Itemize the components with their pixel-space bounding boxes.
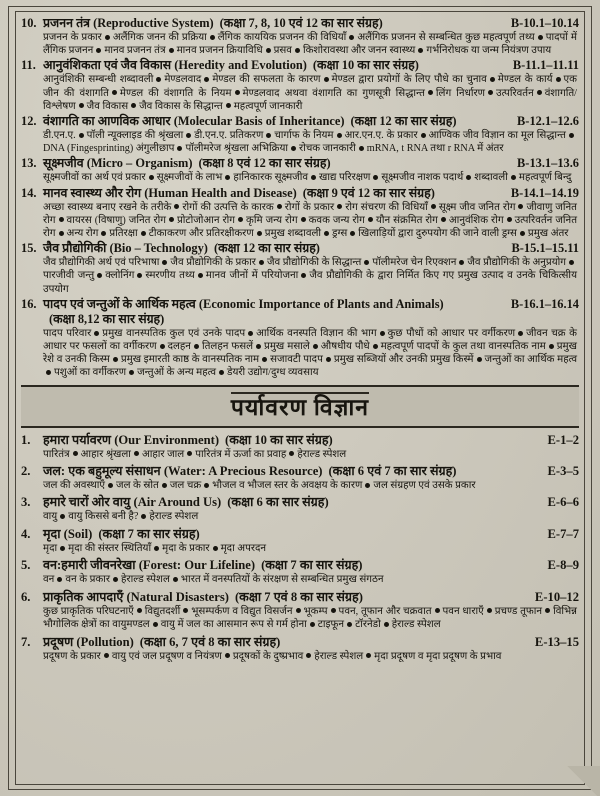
entry-page-code: B-10.1–10.14 — [510, 16, 579, 30]
bullet-icon — [105, 35, 110, 40]
entry-page-code: B-13.1–13.6 — [517, 156, 579, 171]
toc-entry[interactable] — [21, 557, 579, 586]
entry-title: वंशागति का आणविक आधार (Molecular Basis of Inheritance) (कक्षा 12 का सार संग्रह) — [43, 114, 457, 129]
entry-title: जल: एक बहुमूल्य संसाधन (Water: A Precious Resource) (कक्षा 6 एवं 7 का सार संग्रह) — [43, 464, 457, 479]
toc-entry-head — [21, 297, 579, 327]
entry-page-code: E-3–5 — [547, 464, 579, 479]
section-environment — [21, 432, 579, 663]
toc-entry[interactable] — [21, 432, 579, 461]
entry-page-code: B-12.1–12.6 — [517, 114, 579, 129]
page-corner-fold — [564, 766, 600, 796]
entry-title: हमारे चारों ओर वायु (Air Around Us) (कक्षा 6 का सार संग्रह) — [43, 495, 329, 510]
toc-entry-head — [21, 557, 579, 573]
entry-subtopics: कुछ प्राकृतिक परिघटनाएँ विद्युतदर्शी भूसम्पर्कण व विद्युत विसर्जन भूकम्प पवन, तूफान और चक्रवात पवन धाराएँ प्रचण्ड तूफान विभिन्न भौगोलिक क्षेत्रों का वायुमण्डल वायु में जल का आसमान रूप से गर्म होना टाइफून टॉरनेडो हेराल्ड स्पेशल — [43, 605, 577, 631]
entry-subtopics: प्रदूषण के प्रकार वायु एवं जल प्रदूषण व नियंत्रण प्रदूषकों के दुष्प्रभाव हेराल्ड स्पेशल मृदा प्रदूषण व मृदा प्रदूषण के प्रभाव — [43, 650, 502, 662]
entry-page-code: B-16.1–16.14 — [510, 296, 579, 311]
toc-entry[interactable] — [21, 156, 579, 184]
toc-entry-head — [21, 16, 579, 31]
toc-entry[interactable] — [21, 634, 579, 663]
section-banner — [21, 385, 579, 428]
entry-subtopics: जल की अवस्थाएँ जल के स्रोत जल चक्र भौजल व भौजल स्तर के अवक्षय के कारण जल संग्रहण एवं उसके प्रकार — [43, 480, 476, 492]
entry-number: 14. — [21, 185, 37, 200]
entry-number: 16. — [21, 296, 37, 311]
entry-subtopics: अच्छा स्वास्थ्य बनाए रखने के तरीके रोगों की उत्पत्ति के कारक रोगों के प्रकार रोग संचरण की विधियाँ सूक्ष्म जीव जनित रोग जीवाणु जनित रोग वायरस (विषाणु) जनित रोग प्रोटोजोआन रोग कृमि जन्य रोग कवक जन्य रोग यौन संक्रमित रोग आनुवंशिक रोग उत्परिवर्तन जनित रोग अन्य रोग प्रतिरक्षा टीकाकरण और प्रतिरक्षीकरण प्रमुख शब्दावली ड्रग्स खिलाड़ियों द्वारा दुरुपयोग की जाने वाली ड्रग्स प्रमुख अंतर — [43, 201, 577, 240]
toc-entry[interactable] — [21, 494, 579, 523]
toc-entry[interactable] — [21, 589, 579, 632]
section-banner-title: पर्यावरण विज्ञान — [231, 390, 369, 422]
toc-entry-head — [21, 494, 579, 510]
entry-title: मृदा (Soil) (कक्षा 7 का सार संग्रह) — [43, 526, 200, 541]
entry-page-code: E-10–12 — [534, 589, 579, 604]
entry-subtopics: वायु वायु किससे बनी है? हेराल्ड स्पेशल — [43, 511, 199, 523]
entry-page-code: E-6–6 — [547, 495, 579, 510]
entry-page-code: E-8–9 — [547, 558, 579, 573]
entry-title: आनुवंशिकता एवं जैव विकास (Heredity and Evolution) (कक्षा 10 का सार संग्रह) — [43, 58, 419, 73]
entry-title: प्राकृतिक आपदाएँ (Natural Disasters) (कक्षा 7 एवं 8 का सार संग्रह) — [43, 589, 363, 604]
entry-title: सूक्ष्मजीव (Micro – Organism) (कक्षा 8 एवं 12 का सार संग्रह) — [43, 156, 331, 171]
toc-entry-head — [21, 526, 579, 542]
entry-title: वन:हमारी जीवनरेखा (Forest: Our Lifeline) (कक्षा 7 का सार संग्रह) — [43, 558, 363, 573]
entry-title: जैव प्रौद्योगिकी (Bio – Technology) (कक्षा 12 का सार संग्रह) — [43, 241, 320, 256]
entry-number: 13. — [21, 156, 37, 171]
toc-entry-head — [21, 58, 579, 73]
entry-subtopics: प्रजनन के प्रकार अलैंगिक जनन की प्रक्रिया लैंगिक काययिक प्रजनन की विधियाँ अलैंगिक प्रजनन से सम्बन्धित कुछ महत्वपूर्ण तथ्य पादपों में लैंगिक प्रजनन मानव प्रजनन तंत्र मानव प्रजनन क्रियाविधि प्रसव किशोरावस्था और जनन स्वास्थ्य गर्भनिरोधक या जन्म नियंत्रण उपाय — [43, 32, 577, 57]
entry-subtopics: सूक्ष्मजीवों का अर्थ एवं प्रकार सूक्ष्मजीवों के लाभ हानिकारक सूक्ष्मजीव खाद्य परिरक्षण सूक्ष्मजीव नाशक पदार्थ शब्दावली महत्वपूर्ण बिन्दु — [43, 172, 572, 184]
entry-title: मानव स्वास्थ्य और रोग (Human Health and Disease) (कक्षा 9 एवं 12 का सार संग्रह) — [43, 185, 435, 200]
entry-subtopics: आनुवंशिकी सम्बन्धी शब्दावली मेण्डलवाद मेण्डल की सफलता के कारण मेण्डल द्वारा प्रयोगों के लिए पौधे का चुनाव मेण्डल के कार्य एक जीन की वंशागति मेण्डल की वंशागति के नियम मेण्डलवाद अथवा वंशागति का गुणसूत्री सिद्धान्त लिंग निर्धारण उत्परिवर्तन वंशागति/विश्लेषण जैव विकास जैव विकास के सिद्धान्त महत्वपूर्ण जानकारी — [43, 74, 578, 112]
entry-number: 7. — [21, 634, 31, 649]
toc-entry-head — [21, 241, 579, 256]
toc-entry-head — [21, 156, 579, 171]
entry-subtopics: डी.एन.ए. पॉली न्यूक्लाइड की श्रृंखला डी.एन.ए. प्रतिकरण चार्गाफ के नियम आर.एन.ए. के प्रकार आण्विक जीव विज्ञान का मूल सिद्धान्तDNA (Fingesprinting) अंगुलीछाप पॉलीमरेज श्रृंखला अभिक्रिया रोचक जानकारी mRNA, t RNA तथा r RNA में अंतर — [21, 129, 579, 155]
toc-entry[interactable] — [21, 16, 579, 57]
toc-entry[interactable] — [21, 186, 579, 241]
entry-subtopics: मृदा मृदा की संस्तर स्थितियाँ मृदा के प्रकार मृदा अपरदन — [43, 542, 267, 554]
entry-page-code: E-13–15 — [534, 634, 579, 649]
toc-entry-head — [21, 634, 579, 650]
toc-entry[interactable] — [21, 526, 579, 555]
toc-entry-head — [21, 186, 579, 201]
entry-title: पादप एवं जन्तुओं के आर्थिक महत्व (Economic Importance of Plants and Animals)(कक्षा 8,12 का सार संग्रह) — [43, 296, 444, 326]
entry-number: 10. — [21, 16, 37, 30]
toc-entry[interactable] — [21, 463, 579, 492]
entry-number: 6. — [21, 589, 31, 604]
entry-number: 12. — [21, 114, 37, 129]
page-border-inner — [15, 11, 585, 785]
page-border-outer — [8, 6, 592, 790]
entry-number: 5. — [21, 558, 31, 573]
entry-page-code: B-14.1–14.19 — [510, 185, 579, 200]
entry-number: 4. — [21, 526, 31, 541]
entry-title: हमारा पर्यावरण (Our Environment) (कक्षा 10 का सार संग्रह) — [43, 432, 333, 447]
entry-title: प्रदूषण (Pollution) (कक्षा 6, 7 एवं 8 का सार संग्रह) — [43, 634, 281, 649]
entry-number: 3. — [21, 495, 31, 510]
entry-page-code: B-15.1–15.11 — [511, 241, 579, 256]
toc-entry-head — [21, 589, 579, 605]
entry-number: 15. — [21, 241, 37, 256]
entry-number: 11. — [21, 58, 36, 73]
entry-page-code: B-11.1–11.11 — [512, 58, 579, 73]
entry-subtopics: पादप परिवार प्रमुख वानस्पतिक कुल एवं उनके पादप आर्थिक वनस्पति विज्ञान की भाग कुछ पौधों को आधार पर वर्गीकरण जीवन चक्र के आधार पर फसलों का वर्गीकरण दलहन तिलहन फसलें प्रमुख मसाले औषधीय पौधे महत्वपूर्ण पादपों के कुल तथा वानस्पतिक नाम प्रमुख रेशे व उनकी किस्म प्रमुख इमारती काष्ठ के वानस्पतिक नाम सजावटी पादप प्रमुख सब्जियों और उनकी प्रमुख किस्में जन्तुओं का आर्थिक महत्वपशुओं का वर्गीकरण जन्तुओं के अन्य महत्व डेयरी उद्योग/दुग्ध व्यवसाय — [43, 327, 577, 379]
toc-entry-head — [21, 432, 579, 448]
toc-entry-head — [21, 114, 579, 129]
toc-entry[interactable] — [21, 297, 579, 380]
toc-entry-head — [21, 463, 579, 479]
toc-entry[interactable] — [21, 241, 579, 296]
entry-subtopics: वन वन के प्रकार हेराल्ड स्पेशल भारत में वनस्पतियों के संरक्षण से सम्बन्धित प्रमुख संगठन — [43, 574, 384, 586]
entry-page-code: E-1–2 — [547, 432, 579, 447]
entry-page-code: E-7–7 — [547, 526, 579, 541]
entry-number: 2. — [21, 464, 31, 479]
entry-subtopics: जैव प्रौद्योगिकी अर्थ एवं परिभाषा जैव प्रौद्योगिकी के प्रकार जैव प्रौद्योगिकी के सिद्धान्त पॉलीमरेज चेन रिएक्शन जैव प्रौद्योगिकी के अनुप्रयोगपारजीवी जन्तु क्लोनिंग स्मरणीय तथ्य मानव जीनों में परियोजना जैव प्रौद्योगिकी के द्वारा निर्मित किए गए प्रमुख उत्पाद व उनके चिकित्सीय उपयोग — [43, 257, 577, 295]
entry-number: 1. — [21, 432, 31, 447]
entry-subtopics: पारितंत्र आहार श्रृंखला आहार जाल पारितंत्र में ऊर्जा का प्रवाह हेराल्ड स्पेशल — [43, 448, 347, 460]
toc-entry[interactable] — [21, 58, 579, 113]
toc-entry[interactable] — [21, 114, 579, 155]
entry-title: प्रजनन तंत्र (Reproductive System) (कक्षा 7, 8, 10 एवं 12 का सार संग्रह) — [43, 16, 383, 30]
section-biology — [21, 16, 579, 380]
